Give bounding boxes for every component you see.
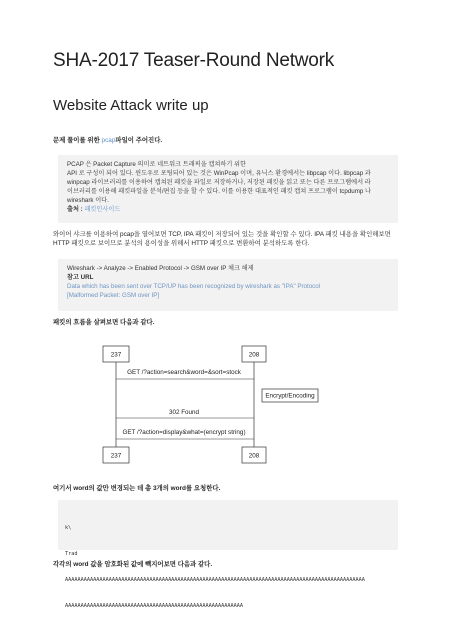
flow-intro: 패킷의 흐름을 살펴보면 다음과 같다. [53,319,155,326]
code-line: Trad [65,550,78,557]
source-label: 출처 : [67,205,85,213]
source-link[interactable]: 패킷인사이드 [84,205,121,213]
pcap-box-line: winpcap 라이브러리를 이용하여 캡쳐된 패킷을 파일로 저장하거나, 저장된 패킷을 읽고 또는 다른 프로그램에서 라 [67,178,371,186]
pcap-box-line: 이브러리를 이용해 패킷파일을 분석/편집 등을 할 수 있다. 이를 이용한 대표적인 패킷 캡쳐 프로그램이 tcpdump 나 [67,187,371,195]
node-right-bottom: 208 [248,452,260,460]
reference-text[interactable]: [Malformed Packet: GSM over IP] [67,291,160,299]
final-paragraph: 각각의 word 값을 암호화된 값에 빽지어보면 다음과 같다. [53,561,213,568]
word-paragraph: 여기서 word의 값만 변경되는 데 총 3개의 word를 요청한다. [53,485,221,492]
pcap-link[interactable]: pcap [101,137,116,144]
pcap-box-line: PCAP 은 Packet Capture 의미로 네트워크 트래픽을 캡쳐하기 위한 [67,161,247,168]
page-title: SHA-2017 Teaser-Round Network [53,50,335,71]
reference-url-label: 참고 URL [67,273,94,281]
wireshark-box-line: Wireshark -> Analyze -> Enabled Protocol -> GSM over IP 체크 해제 [67,265,254,272]
pcap-box-line: API 로 구성이 되어 있다. 윈도우로 포팅되어 있는 것은 WinPcap 이며, 유닉스 환경에서는 libpcap 이다. libpcap 과 [67,169,371,177]
node-right-top: 208 [248,351,260,359]
intro-text-after: 파일이 주어진다. [115,137,163,144]
encrypt-encoding-label: Encrypt/Encoding [265,392,315,400]
node-left-top: 237 [110,351,122,359]
wireshark-para-line: 와이어 샤크를 이용하여 pcap을 열어보면 TCP, IPA 패킷이 저장되어 있는 것을 확인할 수 있다. IPA 패킷 내용을 확인해보면 [53,231,391,238]
code-line: k\ [65,525,72,532]
reference-text[interactable]: Data which has been sent over TCP/UP has been recognized by wireshark as "IPA" Protocol [67,282,321,290]
code-line: AAAAAAAAAAAAAAAAAAAAAAAAAAAAAAAAAAAAAAAAAAAAAAAAAAAAAAAAA [65,602,244,609]
message-request-display: GET /?action=display&what=(encrypt string) [122,429,246,436]
message-request-search: GET /?action=search&word=&sort=stock [127,369,241,376]
node-left-bottom: 237 [110,452,122,460]
intro-text-before: 문제 풀이를 위한 [53,137,102,144]
message-redirect: 302 Found [168,409,200,416]
section-title: Website Attack write up [53,97,209,114]
code-line: AAAAAAAAAAAAAAAAAAAAAAAAAAAAAAAAAAAAAAAAAAAAAAAAAAAAAAAAAAAAAAAAAAAAAAAAAAAAAAAAAAAAAAAAAAAAAAAA [65,576,365,583]
pcap-box-line: wireshark 이다. [67,196,109,204]
wireshark-para-line: HTTP 패킷으로 보이므로 분석의 용이성을 위해서 HTTP 패킷으로 변환하여 분석하도록 한다. [53,240,310,248]
